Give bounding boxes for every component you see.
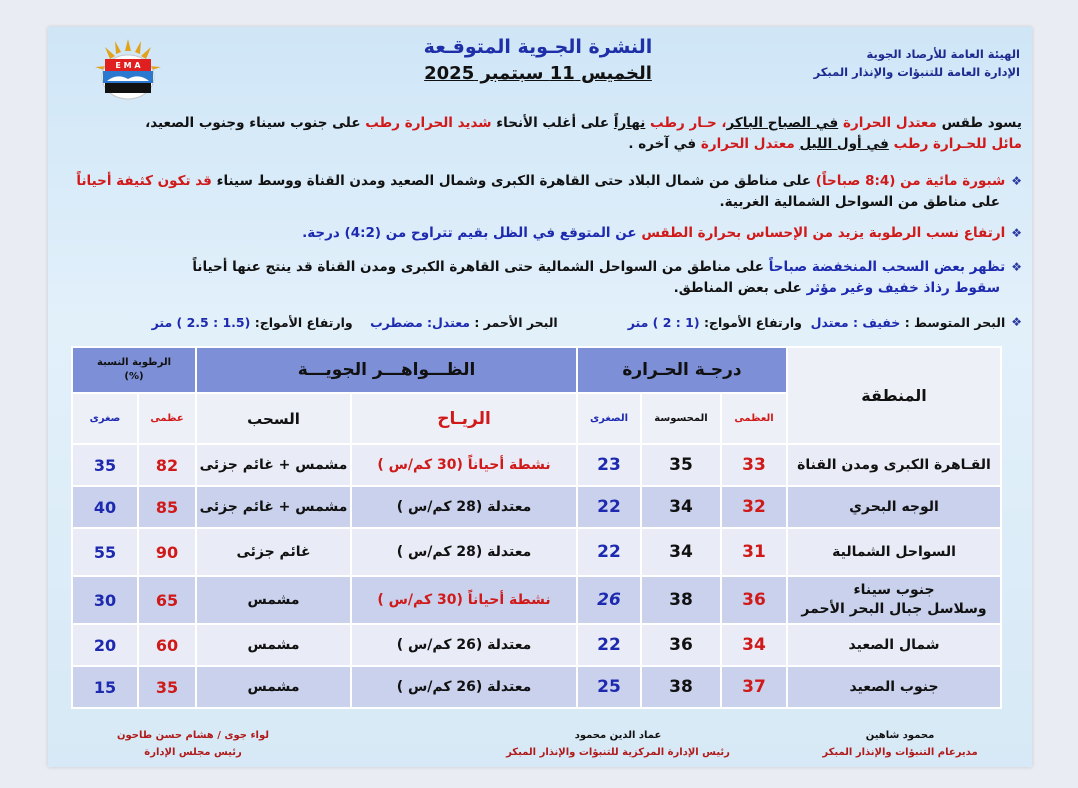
temperature-header: درجـة الحـرارة (577, 347, 787, 393)
bullet-text: على مناطق من شمال البلاد حتى القاهرة الكبرى وشمال الصعيد ومدن القناة ووسط سيناء (216, 173, 812, 189)
bullet-text: قد تكون كثيفة أحياناً (76, 173, 212, 189)
intro-text: في أول الليل (799, 136, 889, 152)
region-cell (787, 486, 1001, 528)
humidity-max-cell: 90 (138, 528, 196, 576)
table-row (72, 666, 1001, 708)
max-temp-cell: 36 (721, 576, 787, 624)
humidity-max-cell: 82 (138, 444, 196, 486)
feels-like-cell: 38 (641, 576, 721, 624)
humidity-max-label: عظمى (138, 393, 196, 444)
table-row (72, 576, 1001, 624)
humidity-max-cell: 35 (138, 666, 196, 708)
min-temp-cell: 22 (577, 486, 641, 528)
min-temp-cell: 22 (577, 624, 641, 666)
intro-text: على جنوب سيناء وجنوب الصعيد، (145, 115, 361, 131)
humidity-header (72, 347, 196, 393)
waves-label: وارتفاع الأمواج: (703, 315, 802, 330)
region-header: المنطقة (787, 347, 1001, 444)
table-row (72, 624, 1001, 666)
cloud-cell: مشمس (196, 576, 351, 624)
svg-text:E M A: E M A (115, 61, 141, 70)
region-cell (787, 624, 1001, 666)
org-line-1: الهيئة العامة للأرصاد الجوية (866, 47, 1020, 61)
diamond-bullet-icon: ❖ (1011, 260, 1022, 274)
feels-like-cell: 34 (641, 486, 721, 528)
feels-like-cell: 34 (641, 528, 721, 576)
humidity-min-cell: 40 (72, 486, 138, 528)
cloud-cell: مشمس (196, 624, 351, 666)
signatory-name: لواء جوى / هشام حسن طاحون (116, 730, 270, 741)
cloud-label: السحب (196, 393, 351, 444)
feels-like-cell: 38 (641, 666, 721, 708)
humidity-min-cell: 20 (72, 624, 138, 666)
region-name: القـاهرة الكبرى ومدن القناة (797, 456, 991, 473)
cloud-cell: مشمس + غائم جزئى (196, 444, 351, 486)
diamond-bullet-icon: ❖ (1011, 315, 1022, 329)
bullet-clouds (58, 257, 1022, 299)
wind-cell: معتدلة (28 كم/س ) (351, 528, 577, 576)
bullet-humidity (58, 223, 1022, 244)
table-row (72, 528, 1001, 576)
signatory-title: مديرعام التنبؤات والإنذار المبكر (822, 747, 978, 758)
wind-label: الريـاح (351, 393, 577, 444)
humidity-max-cell: 65 (138, 576, 196, 624)
max-temp-cell: 31 (721, 528, 787, 576)
humidity-unit: (%) (124, 371, 144, 382)
feels-like-cell: 35 (641, 444, 721, 486)
max-temp-label: العظمى (721, 393, 787, 444)
min-temp-cell: 22 (577, 528, 641, 576)
humidity-max-cell: 60 (138, 624, 196, 666)
wind-cell: نشطة أحياناً (30 كم/س ) (351, 444, 577, 486)
region-name: شمال الصعيد (848, 636, 940, 653)
cloud-cell: غائم جزئى (196, 528, 351, 576)
humidity-min-label: صغرى (72, 393, 138, 444)
wind-cell: معتدلة (26 كم/س ) (351, 666, 577, 708)
bullet-text: ارتفاع نسب الرطوبة يزيد من الإحساس بحرارة الطقس (641, 225, 1006, 241)
table-row (72, 486, 1001, 528)
max-temp-cell: 33 (721, 444, 787, 486)
intro-text: في الصباح الباكر (726, 115, 839, 131)
signatory-title: رئيس مجلس الإدارة (144, 747, 242, 758)
waves-value: (1 : 2 ) متر (627, 315, 700, 330)
region-name: جنوب سيناء (853, 582, 935, 598)
intro-text: ، حـار رطب (650, 115, 727, 131)
intro-text: معتدل الحرارة (700, 136, 795, 152)
feels-like-label: المحسوسة (641, 393, 721, 444)
max-temp-cell: 37 (721, 666, 787, 708)
region-cell (787, 576, 1001, 624)
region-name: الوجه البحري (849, 498, 939, 515)
bullet-text: عن المتوقع في الظل بقيم تتراوح من (4:2) درجة. (302, 225, 637, 241)
intro-text: يسود طقس (941, 115, 1022, 131)
bullet-fog (58, 171, 1022, 213)
intro-text: شديد الحرارة رطب (365, 115, 492, 131)
waves-label: وارتفاع الأمواج: (254, 315, 353, 330)
humidity-min-cell: 55 (72, 528, 138, 576)
signatory-title: رئيس الإدارة المركزية للتنبؤات والإنذار المبكر (506, 747, 730, 758)
bullet-text: سقوط رذاذ خفيف وغير مؤثر (806, 280, 1000, 296)
wind-cell: معتدلة (28 كم/س ) (351, 486, 577, 528)
signatory-name: عماد الدين محمود (574, 730, 662, 741)
intro-text: نهاراً (613, 115, 646, 131)
humidity-min-cell: 30 (72, 576, 138, 624)
intro-text: معتدل الحرارة (842, 115, 937, 131)
min-temp-label: الصغرى (577, 393, 641, 444)
sea-label: البحر الأحمر : (474, 315, 558, 330)
humidity-min-cell: 35 (72, 444, 138, 486)
humidity-label: الرطوبة النسبة (97, 357, 171, 368)
region-name-line2: وسلاسل جبال البحر الأحمر (801, 601, 987, 617)
signatory-name: محمود شاهين (865, 730, 935, 741)
bulletin-date: الخميس 11 سبتمبر 2025 (424, 63, 652, 84)
min-temp-cell: 23 (577, 444, 641, 486)
sea-state: معتدل: مضطرب (370, 315, 471, 330)
min-temp-cell: 26 (577, 576, 641, 624)
bullet-text: شبورة مائية من (8:4 صباحاً) (815, 173, 1006, 189)
sea-state: خفيف : معتدل (810, 315, 901, 330)
intro-text: على أغلب الأنحاء (496, 115, 610, 131)
bullet-text: على مناطق من السواحل الشمالية الغربية. (719, 194, 1000, 210)
region-name: السواحل الشمالية (832, 543, 956, 560)
ema-logo (93, 37, 163, 103)
cloud-cell: مشمس (196, 666, 351, 708)
signature-1 (790, 727, 1010, 761)
sea-state-line (58, 315, 1022, 330)
feels-like-cell: 36 (641, 624, 721, 666)
max-temp-cell: 34 (721, 624, 787, 666)
bullet-text: على بعض المناطق. (673, 280, 802, 296)
intro-text: في آخره . (628, 136, 697, 152)
signature-3 (88, 727, 298, 761)
wind-cell: نشطة أحياناً (30 كم/س ) (351, 576, 577, 624)
table-row (72, 444, 1001, 486)
sea-label: البحر المتوسط : (904, 315, 1006, 330)
region-cell (787, 444, 1001, 486)
intro-paragraph (58, 113, 1022, 155)
bulletin-title: النشرة الجـوية المتوقـعة (423, 36, 653, 58)
wind-cell: معتدلة (26 كم/س ) (351, 624, 577, 666)
bulletin-sheet (48, 27, 1032, 767)
max-temp-cell: 32 (721, 486, 787, 528)
org-name (800, 45, 1020, 81)
diamond-bullet-icon: ❖ (1011, 226, 1022, 240)
region-cell (787, 666, 1001, 708)
title-block (378, 33, 698, 87)
humidity-max-cell: 85 (138, 486, 196, 528)
region-cell (787, 528, 1001, 576)
bullet-text: تظهر بعض السحب المنخفضة صباحاً (768, 259, 1006, 275)
intro-text: مائل للحـرارة رطب (893, 136, 1022, 152)
cloud-cell: مشمس + غائم جزئى (196, 486, 351, 528)
signature-2 (468, 727, 768, 761)
diamond-bullet-icon: ❖ (1011, 174, 1022, 188)
bullet-text: على مناطق من السواحل الشمالية حتى القاهرة الكبرى ومدن القناة قد ينتج عنها أحياناً (192, 259, 765, 275)
waves-value: (1.5 : 2.5 ) متر (151, 315, 251, 330)
region-name: جنوب الصعيد (849, 678, 939, 695)
humidity-min-cell: 15 (72, 666, 138, 708)
org-line-2: الإدارة العامة للتنبؤات والإنذار المبكر (813, 65, 1020, 79)
phenomena-header: الظـــواهـــر الجويـــة (196, 347, 577, 393)
forecast-table (71, 346, 1002, 709)
min-temp-cell: 25 (577, 666, 641, 708)
